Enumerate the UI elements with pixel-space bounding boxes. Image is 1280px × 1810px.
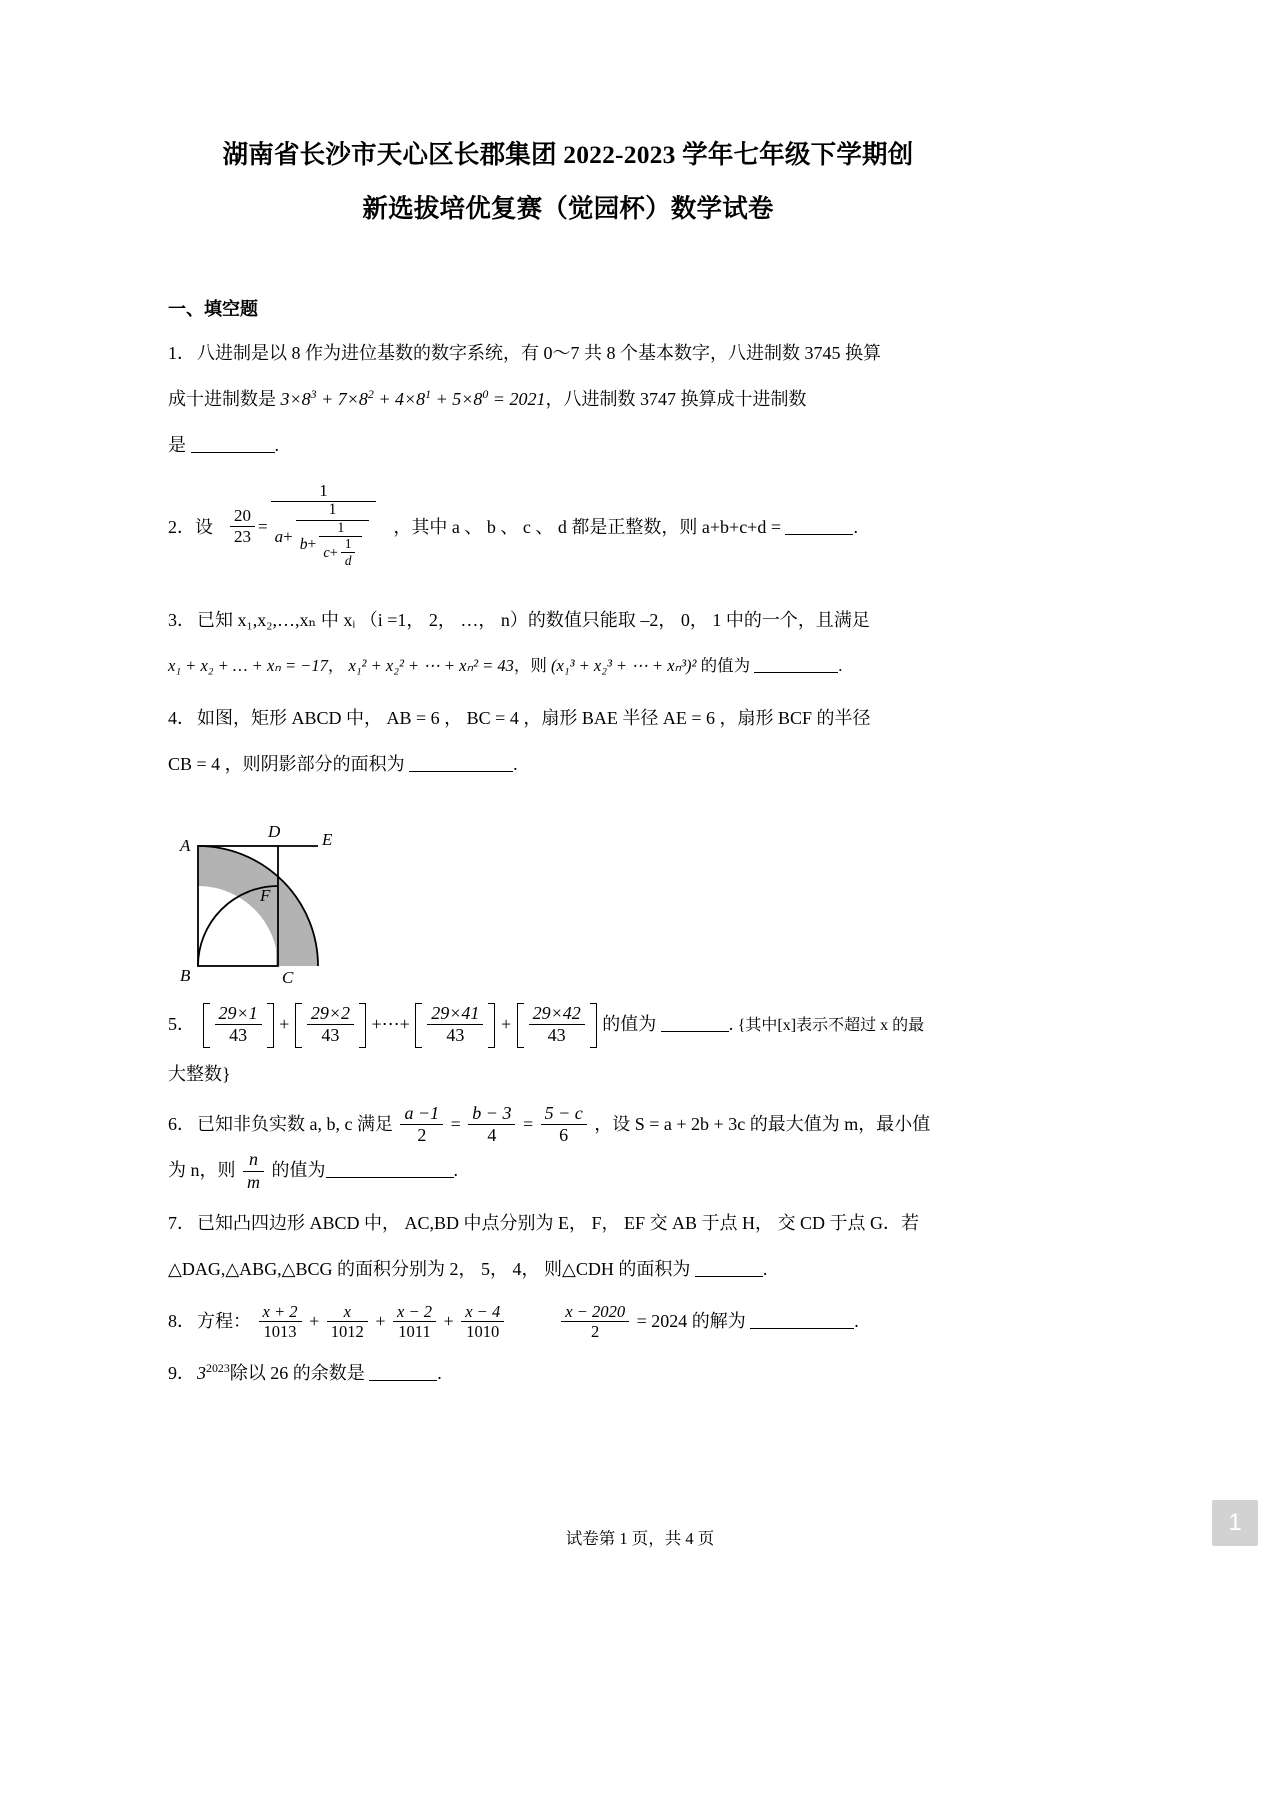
q6-f1-num: a −1 <box>404 1102 440 1123</box>
question-1-line-2 <box>168 376 968 422</box>
q6-f3-den: 6 <box>541 1124 587 1146</box>
q6-f4-num: n <box>249 1149 258 1170</box>
fraction-q8-1 <box>259 1302 302 1342</box>
floor-den-3: 43 <box>427 1024 483 1046</box>
floor-num-3: 29×41 <box>431 1002 480 1023</box>
question-1 <box>168 330 968 468</box>
q8-f2-den: 1012 <box>327 1321 368 1342</box>
question-4-line-1 <box>168 695 968 741</box>
question-5-mid-text: 的值为 <box>602 1013 657 1034</box>
question-7-text-1: 已知凸四边形 ABCD 中， AC,BD 中点分别为 E， F， EF 交 AB 于点 H， 交 CD 于点 G．若 <box>197 1212 920 1233</box>
bracket-right-4 <box>590 1003 597 1048</box>
question-8-lead: 方程： <box>197 1310 251 1331</box>
cf-numerator-3: 1 <box>337 519 345 536</box>
question-9 <box>168 1350 968 1396</box>
question-7-line-1 <box>168 1200 968 1246</box>
q8-f5-num: x − 2020 <box>565 1301 626 1321</box>
q3-sep-2: ，则 <box>513 655 547 675</box>
question-2-lead-text: 设 <box>195 517 213 538</box>
q6-f2-num: b − 3 <box>472 1102 512 1123</box>
question-6 <box>168 1101 968 1194</box>
fraction-q8-3 <box>393 1302 436 1342</box>
floor-den-1: 43 <box>215 1024 262 1046</box>
question-5-period: . <box>728 1013 734 1034</box>
question-3-equation-2: x₁² + x₂² + ⋯ + xₙ² = 43 <box>348 655 514 675</box>
q6-eq-2: = <box>522 1113 534 1134</box>
question-7 <box>168 1200 968 1292</box>
page-content <box>168 128 968 1396</box>
cf-var-c: c <box>323 545 330 562</box>
answer-blank-q1[interactable] <box>191 434 275 453</box>
question-1-period: . <box>274 435 279 455</box>
q8-f1-den: 1013 <box>259 1321 302 1342</box>
question-2-tail <box>379 512 858 542</box>
fraction-numerator: 20 <box>234 505 251 525</box>
question-1-text: 八进制是以 8 作为进位基数的数字系统，有 0～7 共 8 个基本数字，八进制数 3745 换算 <box>197 343 881 363</box>
question-7-text-2: △DAG,△ABG,△BCG 的面积分别为 2， 5， 4， 则△CDH 的面积为 <box>168 1258 691 1279</box>
cf-plus-3: + <box>329 545 338 562</box>
floor-bracket-3 <box>415 1003 495 1048</box>
question-3-line-2 <box>168 643 968 689</box>
q8-f4-den: 1010 <box>461 1321 504 1342</box>
question-5-line-1 <box>168 997 968 1053</box>
cf-numerator-2: 1 <box>328 501 337 519</box>
q6-eq-1: = <box>450 1113 461 1134</box>
question-5 <box>168 997 968 1095</box>
question-1-formula: $3\times 8^3 + 7\times 8^2 + 4\times 8^1 + 5\times 8^0 = 2021$ <box>280 387 546 409</box>
answer-blank-q6[interactable] <box>326 1159 454 1178</box>
label-A: A <box>180 835 191 855</box>
cf-var-d: d <box>341 552 356 569</box>
q8-f3-num: x − 2 <box>396 1301 433 1321</box>
answer-blank-q9[interactable] <box>369 1362 437 1381</box>
answer-blank-q4[interactable] <box>409 753 513 772</box>
q8-f4-num: x − 4 <box>465 1301 501 1321</box>
cf-var-a: a <box>274 526 284 546</box>
question-6-period: . <box>453 1160 458 1181</box>
fraction-q6-3 <box>541 1103 587 1146</box>
question-9-period: . <box>437 1362 442 1383</box>
question-6-post: ，设 S = a + 2b + 3c 的最大值为 m，最小值 <box>594 1113 931 1134</box>
q6-f2-den: 4 <box>468 1124 515 1146</box>
title-line-2: 新选拔培优复赛（觉园杯）数学试卷 <box>362 194 774 223</box>
answer-blank-q2[interactable] <box>785 516 853 535</box>
question-9-exponent: 2023 <box>206 1360 230 1375</box>
question-6-line-2 <box>168 1147 968 1194</box>
question-1-line3-text: 是 <box>168 435 186 455</box>
label-C: C <box>282 967 294 987</box>
plus-2: + <box>500 1013 512 1034</box>
fraction-n-over-m <box>243 1149 264 1192</box>
question-4-line-2 <box>168 741 968 787</box>
bracket-left-2 <box>295 1003 302 1048</box>
answer-blank-q5[interactable] <box>661 1013 729 1032</box>
cf-plus-1: + <box>283 526 293 546</box>
cf-denominator-3 <box>319 536 362 569</box>
floor-bracket-2 <box>295 1003 366 1048</box>
question-3-line-1 <box>168 597 968 643</box>
q8-f2-num: x <box>343 1301 351 1321</box>
answer-blank-q8[interactable] <box>750 1310 854 1329</box>
rectangle-sectors-diagram <box>168 801 398 991</box>
question-2-tail-text: ，其中 a 、 b 、 c 、 d 都是正整数，则 a+b+c+d = <box>393 517 781 538</box>
bracket-right-3 <box>488 1003 495 1048</box>
equals-sign: = <box>258 517 268 537</box>
question-8-line-1 <box>168 1298 968 1344</box>
cf-var-b: b <box>299 536 308 554</box>
title-line-1: 湖南省长沙市天心区长郡集团 2022-2023 学年七年级下学期创 <box>222 140 914 169</box>
question-7-number: 7． <box>168 1212 195 1233</box>
floor-bracket-1 <box>203 1003 274 1048</box>
floor-num-2: 29×2 <box>310 1002 350 1023</box>
floor-den-2: 43 <box>307 1024 354 1046</box>
plus-1: + <box>279 1013 290 1034</box>
question-5-note2: 大整数} <box>168 1063 231 1084</box>
question-6-line2-post: 的值为 <box>271 1160 326 1181</box>
fraction-q6-2 <box>468 1103 515 1146</box>
question-3-equation-1: x₁ + x₂ + … + xₙ = −17 <box>168 655 328 675</box>
question-5-line-2 <box>168 1053 968 1095</box>
question-7-line-2 <box>168 1246 968 1292</box>
question-1-number: 1． <box>168 343 195 363</box>
question-2-number: 2． <box>168 517 195 538</box>
floor-fraction-4 <box>529 1003 585 1046</box>
floor-fraction-2 <box>307 1003 354 1046</box>
bracket-right-2 <box>359 1003 366 1048</box>
question-3 <box>168 597 968 689</box>
floor-num-4: 29×42 <box>532 1002 581 1023</box>
question-2-period: . <box>853 517 858 538</box>
q6-f1-den: 2 <box>400 1124 443 1146</box>
question-3-period: . <box>838 655 843 675</box>
q8-plus-1: + <box>309 1310 320 1331</box>
q8-f3-den: 1011 <box>393 1321 436 1342</box>
page-title <box>168 128 968 236</box>
q8-f5-den: 2 <box>561 1321 629 1342</box>
bracket-left-4 <box>517 1003 524 1048</box>
question-2 <box>168 482 968 573</box>
cf-denominator-2 <box>296 520 370 571</box>
fraction-q6-1 <box>400 1103 443 1146</box>
question-6-line-1 <box>168 1101 968 1148</box>
question-1-line2-post: ，八进制数 3747 换算成十进制数 <box>545 389 807 409</box>
question-6-pre: 已知非负实数 a, b, c 满足 <box>197 1113 393 1134</box>
floor-num-1: 29×1 <box>218 1002 258 1023</box>
floor-den-4: 43 <box>529 1024 585 1046</box>
question-4-text: 如图，矩形 ABCD 中， AB = 6 ， BC = 4 ，扇形 BAE 半径 AE = 6 ，扇形 BCF 的半径 <box>197 707 871 728</box>
question-9-base: 3 <box>197 1362 206 1383</box>
answer-blank-q3[interactable] <box>754 655 838 673</box>
label-D: D <box>268 821 281 841</box>
question-4-line2-pre: CB = 4 ，则阴影部分的面积为 <box>168 753 405 774</box>
page-number-badge: 1 <box>1212 1500 1258 1546</box>
question-8-equals-text: = 2024 的解为 <box>636 1310 746 1331</box>
question-8 <box>168 1298 968 1344</box>
question-4-figure <box>168 801 968 991</box>
fraction-20-over-23 <box>230 506 255 547</box>
question-3-equation-3: (x₁³ + x₂³ + ⋯ + xₙ³)² <box>551 655 697 675</box>
bracket-left-3 <box>415 1003 422 1048</box>
label-E: E <box>322 829 333 849</box>
bracket-left-1 <box>203 1003 210 1048</box>
question-2-lead <box>168 512 227 542</box>
question-8-period: . <box>854 1310 859 1331</box>
bracket-right-1 <box>267 1003 274 1048</box>
question-4-period: . <box>513 753 518 774</box>
question-1-line-1 <box>168 330 968 376</box>
question-1-line2-pre: 成十进制数是 <box>168 389 276 409</box>
q8-plus-3: + <box>443 1310 454 1331</box>
answer-blank-q7[interactable] <box>695 1258 763 1277</box>
continued-fraction-level-1 <box>271 481 377 572</box>
q6-f4-den: m <box>243 1171 264 1193</box>
q8-f1-num: x + 2 <box>262 1301 298 1321</box>
cf-denominator-1 <box>271 501 377 572</box>
question-6-line2-pre: 为 n，则 <box>168 1160 236 1181</box>
continued-fraction-level-4 <box>341 536 356 568</box>
ellipsis-q5: +⋯+ <box>371 1013 410 1034</box>
question-8-number: 8． <box>168 1310 195 1331</box>
floor-fraction-3 <box>427 1003 483 1046</box>
question-3-post: 的值为 <box>700 655 751 675</box>
q3-sep-1: ， <box>327 655 345 675</box>
question-9-text: 除以 26 的余数是 <box>229 1362 365 1383</box>
label-B: B <box>180 965 191 985</box>
continued-fraction-level-3 <box>319 520 362 570</box>
q8-plus-2: + <box>375 1310 386 1331</box>
cf-numerator-4: 1 <box>344 536 352 552</box>
q6-f3-num: 5 − c <box>544 1102 583 1123</box>
floor-fraction-1 <box>215 1003 262 1046</box>
question-9-number: 9． <box>168 1362 195 1383</box>
cf-numerator-1: 1 <box>319 481 328 500</box>
question-4-number: 4． <box>168 707 195 728</box>
question-5-note: {其中[x]表示不超过 x 的最 <box>737 1016 925 1034</box>
label-F: F <box>260 885 271 905</box>
question-3-number: 3． <box>168 609 195 630</box>
page-footer: 试卷第 1 页，共 4 页 <box>565 1529 715 1548</box>
question-1-line-3 <box>168 422 968 468</box>
floor-bracket-4 <box>517 1003 597 1048</box>
fraction-denominator: 23 <box>230 526 255 547</box>
fraction-q8-5 <box>561 1302 629 1342</box>
question-4 <box>168 695 968 787</box>
question-2-continued-fraction <box>227 482 379 573</box>
question-9-line-1 <box>168 1350 968 1396</box>
question-7-period: . <box>762 1258 768 1279</box>
question-6-number: 6． <box>168 1113 195 1134</box>
cf-plus-2: + <box>307 536 317 554</box>
section-heading: 一、填空题 <box>168 299 258 319</box>
continued-fraction-level-2 <box>296 501 370 571</box>
question-3-text: 已知 x₁,x₂,…,xₙ 中 xᵢ （i =1， 2， …， n）的数值只能取 –2， 0， 1 中的一个，且满足 <box>197 609 870 630</box>
fraction-q8-2 <box>327 1302 368 1342</box>
question-5-number: 5． <box>168 1013 195 1034</box>
fraction-q8-4 <box>461 1302 504 1342</box>
